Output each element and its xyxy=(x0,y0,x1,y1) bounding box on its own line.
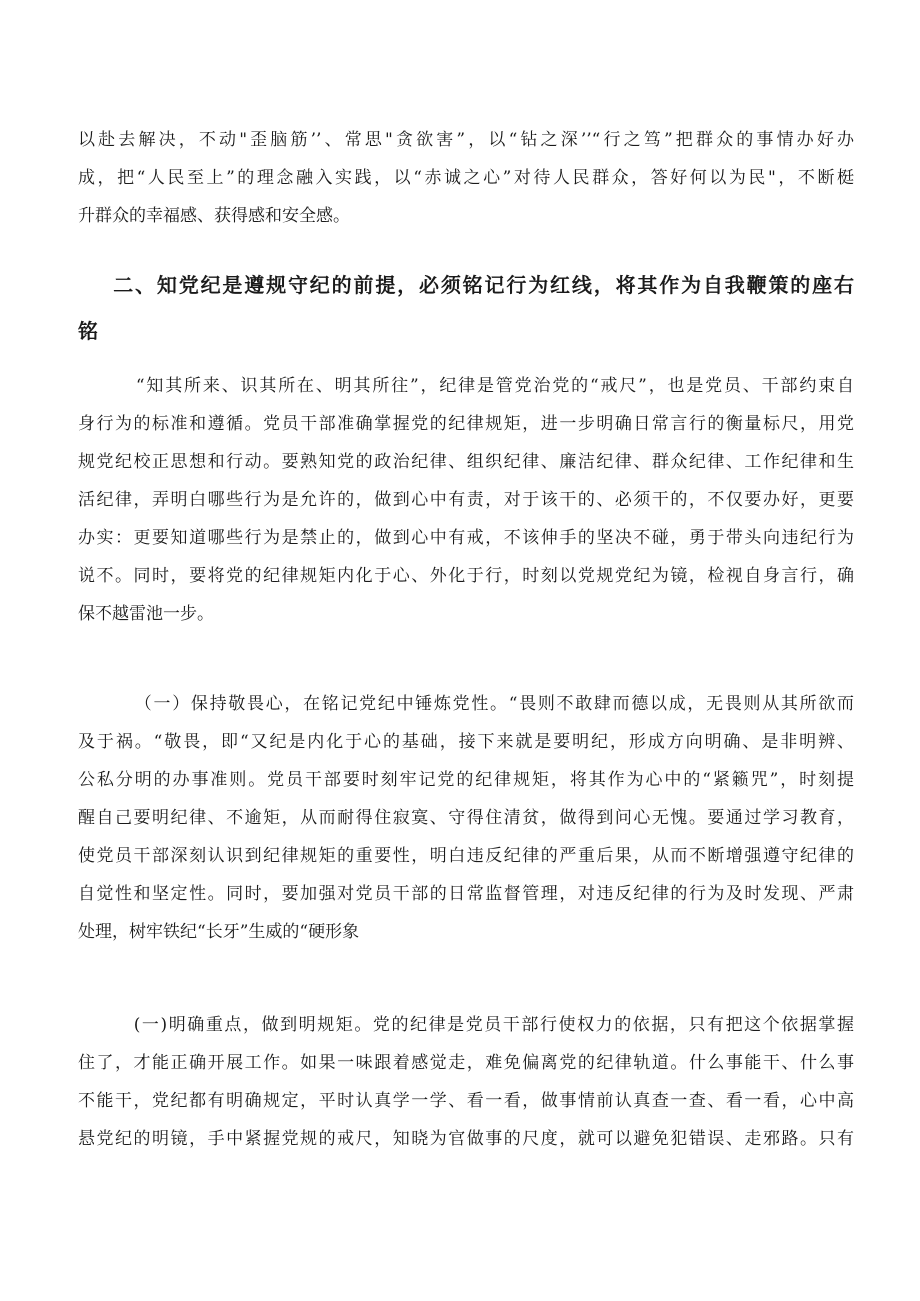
section-heading-2 xyxy=(78,262,854,354)
text-line: 醒自己要明纪律、不逾矩，从而耐得住寂寞、守得住清贫，做得到问心无愧。要通过学习教育， xyxy=(78,808,854,828)
text-line: 升群众的幸福感、获得感和安全感。 xyxy=(78,206,350,226)
heading-line: 二、知党纪是遵规守纪的前提，必须铭记行为红线，将其作为自我鞭策的座右 xyxy=(78,273,854,297)
text-line: 悬党纪的明镜，手中紧握党规的戒尺，知晓为官做事的尺度，就可以避免犯错误、走邪路。只有 xyxy=(78,1129,854,1149)
text-line: 住了，才能正确开展工作。如果一味跟着感觉走，难免偏离党的纪律轨道。什么事能干、什么事 xyxy=(78,1053,854,1073)
text-line: 规党纪校正思想和行动。要熟知党的政治纪律、组织纪律、廉洁纪律、群众纪律、工作纪律和生 xyxy=(78,452,854,472)
text-line: 公私分明的办事准则。党员干部要时刻牢记党的纪律规矩，将其作为心中的“紧籁咒”，时刻提 xyxy=(78,770,854,790)
text-line: (一)明确重点，做到明规矩。党的纪律是党员干部行使权力的依据，只有把这个依据掌握 xyxy=(78,1015,854,1035)
text-line: 以赴去解决，不动"歪脑筋’’、常思"贪欲害”，以“钻之深’’“行之笃”把群众的事情办好办 xyxy=(78,130,854,150)
paragraph-top xyxy=(78,121,854,235)
text-line: 身行为的标准和遵循。党员干部准确掌握党的纪律规矩，进一步明确日常言行的衡量标尺，用党 xyxy=(78,414,854,434)
text-line: 办实：更要知道哪些行为是禁止的，做到心中有戒，不该伸手的坚决不碰，勇于带头向违纪行为 xyxy=(78,528,854,548)
text-line: 处理，树牢铁纪“长牙”生威的“硬形象 xyxy=(78,922,360,942)
text-line: （一）保持敬畏心，在铭记党纪中锤炼党性。“畏则不敢肆而德以成，无畏则从其所欲而 xyxy=(78,694,854,714)
text-line: 自觉性和坚定性。同时，要加强对党员干部的日常监督管理，对违反纪律的行为及时发现、严肃 xyxy=(78,884,854,904)
text-line: 说不。同时，要将党的纪律规矩内化于心、外化于行，时刻以党规党纪为镜，检视自身言行，确 xyxy=(78,566,854,586)
text-line: 使党员干部深刻认识到纪律规矩的重要性，明白违反纪律的严重后果，从而不断增强遵守纪律的 xyxy=(78,846,854,866)
text-line: 保不越雷池一步。 xyxy=(78,604,214,624)
paragraph-subsection-one xyxy=(78,685,854,951)
heading-line: 铭 xyxy=(78,319,98,343)
text-line: 成，把“人民至上”的理念融入实践，以“赤诚之心”对待人民群众，答好何以为民"，不断梃 xyxy=(78,168,854,188)
text-line: 不能干，党纪都有明确规定，平时认真学一学、看一看，做事情前认真查一查、看一看，心中高 xyxy=(78,1091,854,1111)
paragraph-subsection-two xyxy=(78,1006,854,1158)
text-line: “知其所来、识其所在、明其所往”，纪律是管党治党的“戒尺”，也是党员、干部约束自 xyxy=(78,376,854,396)
paragraph-intro xyxy=(78,367,854,633)
text-line: 及于祸。“敬畏，即“又纪是内化于心的基础，接下来就是要明纪，形成方向明确、是非明辨、 xyxy=(78,732,854,752)
text-line: 活纪律，弄明白哪些行为是允许的，做到心中有责，对于该干的、必须干的，不仅要办好，更要 xyxy=(78,490,854,510)
